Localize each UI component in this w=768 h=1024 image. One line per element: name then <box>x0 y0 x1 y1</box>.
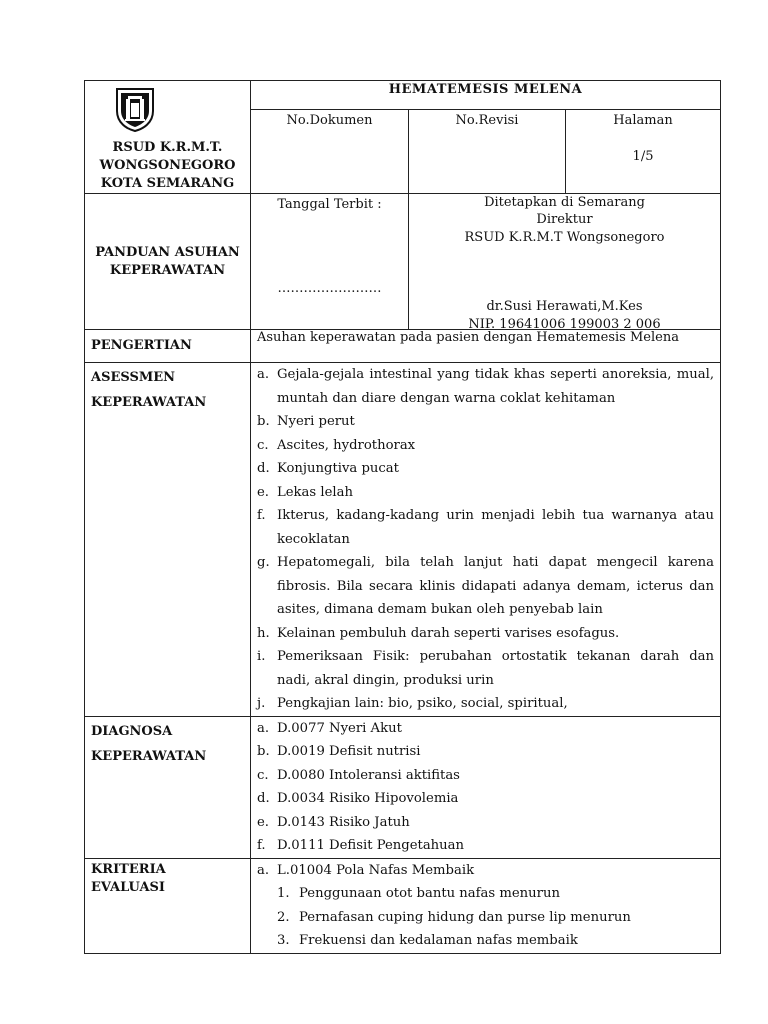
list-item: j. Pengkajian lain: bio, psiko, social, spiritual, <box>257 696 568 711</box>
list-item: b. Nyeri perut <box>257 414 355 429</box>
diagnosa-label-cell <box>85 716 251 858</box>
pengertian-text: Asuhan keperawatan pada pasien dengan Hematemesis Melena <box>251 330 721 363</box>
panduan-label-line-1: PANDUAN ASUHAN <box>95 244 240 260</box>
list-item: i. Pemeriksaan Fisik: perubahan ortostatik tekanan darah dan nadi, akral dingin, produksi urin <box>257 649 715 688</box>
rsud-text: RSUD K.R.M.T Wongsonegoro <box>464 230 665 245</box>
kriteria-list-cell <box>251 858 721 953</box>
no-dokumen-cell <box>251 110 409 194</box>
list-item: e. D.0143 Risiko Jatuh <box>257 814 410 830</box>
diagnosa-label-line-1: DIAGNOSA <box>91 723 173 739</box>
list-item: e. Lekas lelah <box>257 484 353 500</box>
halaman-label: Halaman <box>613 113 673 129</box>
list-item: c. Ascites, hydrothorax <box>257 437 416 453</box>
list-item: h. Kelainan pembuluh darah seperti varises esofagus. <box>257 625 620 641</box>
document-table <box>84 80 721 954</box>
hospital-name-line-1: RSUD K.R.M.T. <box>112 140 223 155</box>
hospital-cell <box>85 81 251 194</box>
asesmen-label-cell <box>85 363 251 717</box>
list-item: 3. Frekuensi dan kedalaman nafas membaik <box>277 933 578 948</box>
ditetapkan-text: Ditetapkan di Semarang <box>484 195 645 210</box>
director-nip: NIP. 19641006 199003 2 006 <box>468 317 661 332</box>
panduan-label-line-2: KEPERAWATAN <box>109 262 226 278</box>
list-item: d. Konjungtiva pucat <box>257 461 399 476</box>
kriteria-list <box>251 859 720 883</box>
asesmen-label-line-2: KEPERAWATAN <box>91 395 207 410</box>
document-title: HEMATEMESIS MELENA <box>251 81 721 110</box>
diagnosa-list-cell <box>251 716 721 858</box>
diagnosa-list <box>251 717 720 858</box>
no-revisi-label: No.Revisi <box>455 113 519 129</box>
list-item: 2. Pernafasan cuping hidung dan purse lip menurun <box>277 909 631 925</box>
hospital-name-line-3: KOTA SEMARANG <box>100 176 235 191</box>
list-item: c. D.0080 Intoleransi aktifitas <box>257 767 460 783</box>
list-item: d. D.0034 Risiko Hipovolemia <box>257 791 459 806</box>
ditetapkan-cell <box>409 194 721 330</box>
asesmen-list <box>251 363 720 716</box>
list-item: a. Gejala-gejala intestinal yang tidak khas seperti anoreksia, mual, muntah dan diare dengan warna coklat kehitaman <box>257 367 715 406</box>
asesmen-list-cell <box>251 363 721 717</box>
asesmen-label-line-1: ASESSMEN <box>91 370 176 385</box>
director-name: dr.Susi Herawati,M.Kes <box>486 299 643 314</box>
tanggal-terbit-cell <box>251 194 409 330</box>
diagnosa-label-line-2: KEPERAWATAN <box>91 748 207 764</box>
list-item: 1. Penggunaan otot bantu nafas menurun <box>277 886 560 901</box>
halaman-cell <box>566 110 721 194</box>
kriteria-label: KRITERIA EVALUASI <box>85 858 251 953</box>
panduan-label-cell <box>85 194 251 330</box>
tanggal-terbit-label: Tanggal Terbit : <box>277 197 382 212</box>
list-item: b. D.0019 Defisit nutrisi <box>257 744 421 759</box>
halaman-value: 1/5 <box>632 149 654 165</box>
pengertian-label: PENGERTIAN <box>85 330 251 363</box>
no-revisi-cell <box>409 110 566 194</box>
direktur-text: Direktur <box>536 212 593 227</box>
tanggal-terbit-dots: …………………… <box>277 281 382 296</box>
list-item: f. D.0111 Defisit Pengetahuan <box>257 838 465 853</box>
no-dokumen-label: No.Dokumen <box>286 113 373 129</box>
list-item: a. L.01004 Pola Nafas Membaik <box>257 862 475 878</box>
list-item: f. Ikterus, kadang-kadang urin menjadi lebih tua warnanya atau kecoklatan <box>257 508 715 547</box>
hospital-name-line-2: WONGSONEGORO <box>99 158 236 173</box>
hospital-logo-icon <box>111 85 159 133</box>
kriteria-sublist <box>251 882 720 953</box>
list-item: a. D.0077 Nyeri Akut <box>257 720 402 736</box>
list-item: g. Hepatomegali, bila telah lanjut hati dapat mengecil karena fibrosis. Bila secara klinis didapati adanya demam, icterus dan asites, dimana demam bukan oleh penyebab lain <box>257 555 715 617</box>
